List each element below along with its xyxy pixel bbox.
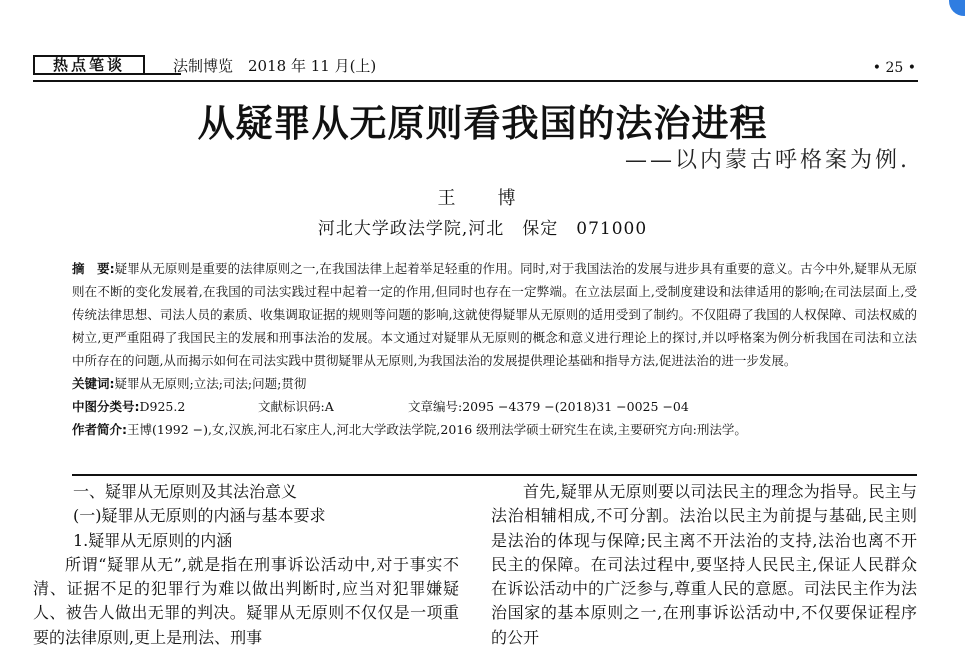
article-title: 从疑罪从无原则看我国的法治进程 (197, 101, 768, 145)
clc-value: D925.2 (139, 399, 186, 414)
clc-cell (72, 395, 258, 418)
author-affiliation: 河北大学政法学院,河北 保定 071000 (317, 219, 648, 239)
doc-code-cell (258, 395, 408, 418)
article-id-label: 文章编号: (408, 399, 463, 414)
author-bio (72, 418, 917, 441)
page-number: • 25 • (872, 60, 916, 76)
keywords-text: 疑罪从无原则;立法;司法;问题;贯彻 (114, 376, 307, 391)
journal-info: 法制博览 2018 年 11 月(上) (173, 57, 377, 75)
body-paragraph: 首先,疑罪从无原则要以司法民主的理念为指导。民主与法治相辅相成,不可分割。法治以民主为前提与基础,民主则是法治的体现与保障;民主离不开法治的支持,法治也离不开民主的保障。在司法过程中,要坚持人民民主,保证人民群众在诉讼活动中的广泛参与,尊重人民的意愿。司法民主作为法治国家的基本原则之一,在刑事诉讼活动中,不仅要保证程序的公开 (491, 482, 917, 647)
article-id-cell (408, 395, 689, 418)
bio-text: 王博(1992 −),女,汉族,河北石家庄人,河北大学政法学院,2016 级刑法学硕士研究生在读,主要研究方向:刑法学。 (127, 422, 747, 437)
doc-code-value: A (324, 399, 334, 414)
article-subtitle: ——以内蒙古呼格案为例. (625, 148, 910, 173)
keywords (72, 372, 917, 395)
abstract-label: 摘 要: (72, 261, 115, 276)
page-header (33, 54, 918, 82)
doc-code-label: 文献标识码: (258, 399, 325, 414)
bio-label: 作者简介: (72, 422, 127, 437)
subsection-heading: (一)疑罪从无原则的内涵与基本要求 (73, 506, 326, 526)
author-name: 王 博 (437, 188, 528, 209)
keywords-label: 关键词: (72, 376, 115, 391)
section-heading: 一、疑罪从无原则及其法治意义 (73, 482, 298, 501)
clc-label: 中图分类号: (72, 399, 140, 414)
body-paragraph: 所谓“疑罪从无”,就是指在刑事诉讼活动中,对于事实不清、证据不足的犯罪行为难以做出判断时,应当对犯罪嫌疑人、被告人做出无罪的判决。疑罪从无原则不仅仅是一项重要的法律原则,更上是刑法、刑事 (33, 554, 459, 647)
article-id-value: 2095 −4379 −(2018)31 −0025 −04 (462, 399, 689, 414)
corner-badge (949, 0, 965, 16)
front-matter (72, 257, 917, 441)
abstract-text: 疑罪从无原则是重要的法律原则之一,在我国法律上起着举足轻重的作用。同时,对于我国法治的发展与进步具有重要的意义。古今中外,疑罪从无原则在不断的变化发展着,在我国的司法实践过程中起着一定的作用,但同时也存在一定弊端。在立法层面上,受制度建设和法律适用的影响;在司法层面上,受传统法律思想、司法人员的素质、收集调取证据的规则等问题的影响,这就使得疑罪从无原则的适用受到了制约。不仅阻碍了我国的人权保障、司法权威的树立,更严重阻碍了我国民主的发展和刑事法治的发展。本文通过对疑罪从无原则的概念和意义进行理论上的探讨,并以呼格案为例分析我国在司法和立法中所存在的问题,从而揭示如何在司法实践中贯彻疑罪从无原则,为我国法治的发展提供理论基础和指导方法,促进法治的进一步发展。 (72, 261, 917, 368)
body-column-left (33, 480, 459, 650)
body-column-right (491, 480, 917, 650)
column-tag: 热点笔谈 (33, 55, 145, 75)
classification-row (72, 395, 917, 418)
subsubsection-heading: 1.疑罪从无原则的内涵 (73, 530, 233, 550)
section-divider (72, 474, 917, 476)
abstract (72, 257, 917, 372)
